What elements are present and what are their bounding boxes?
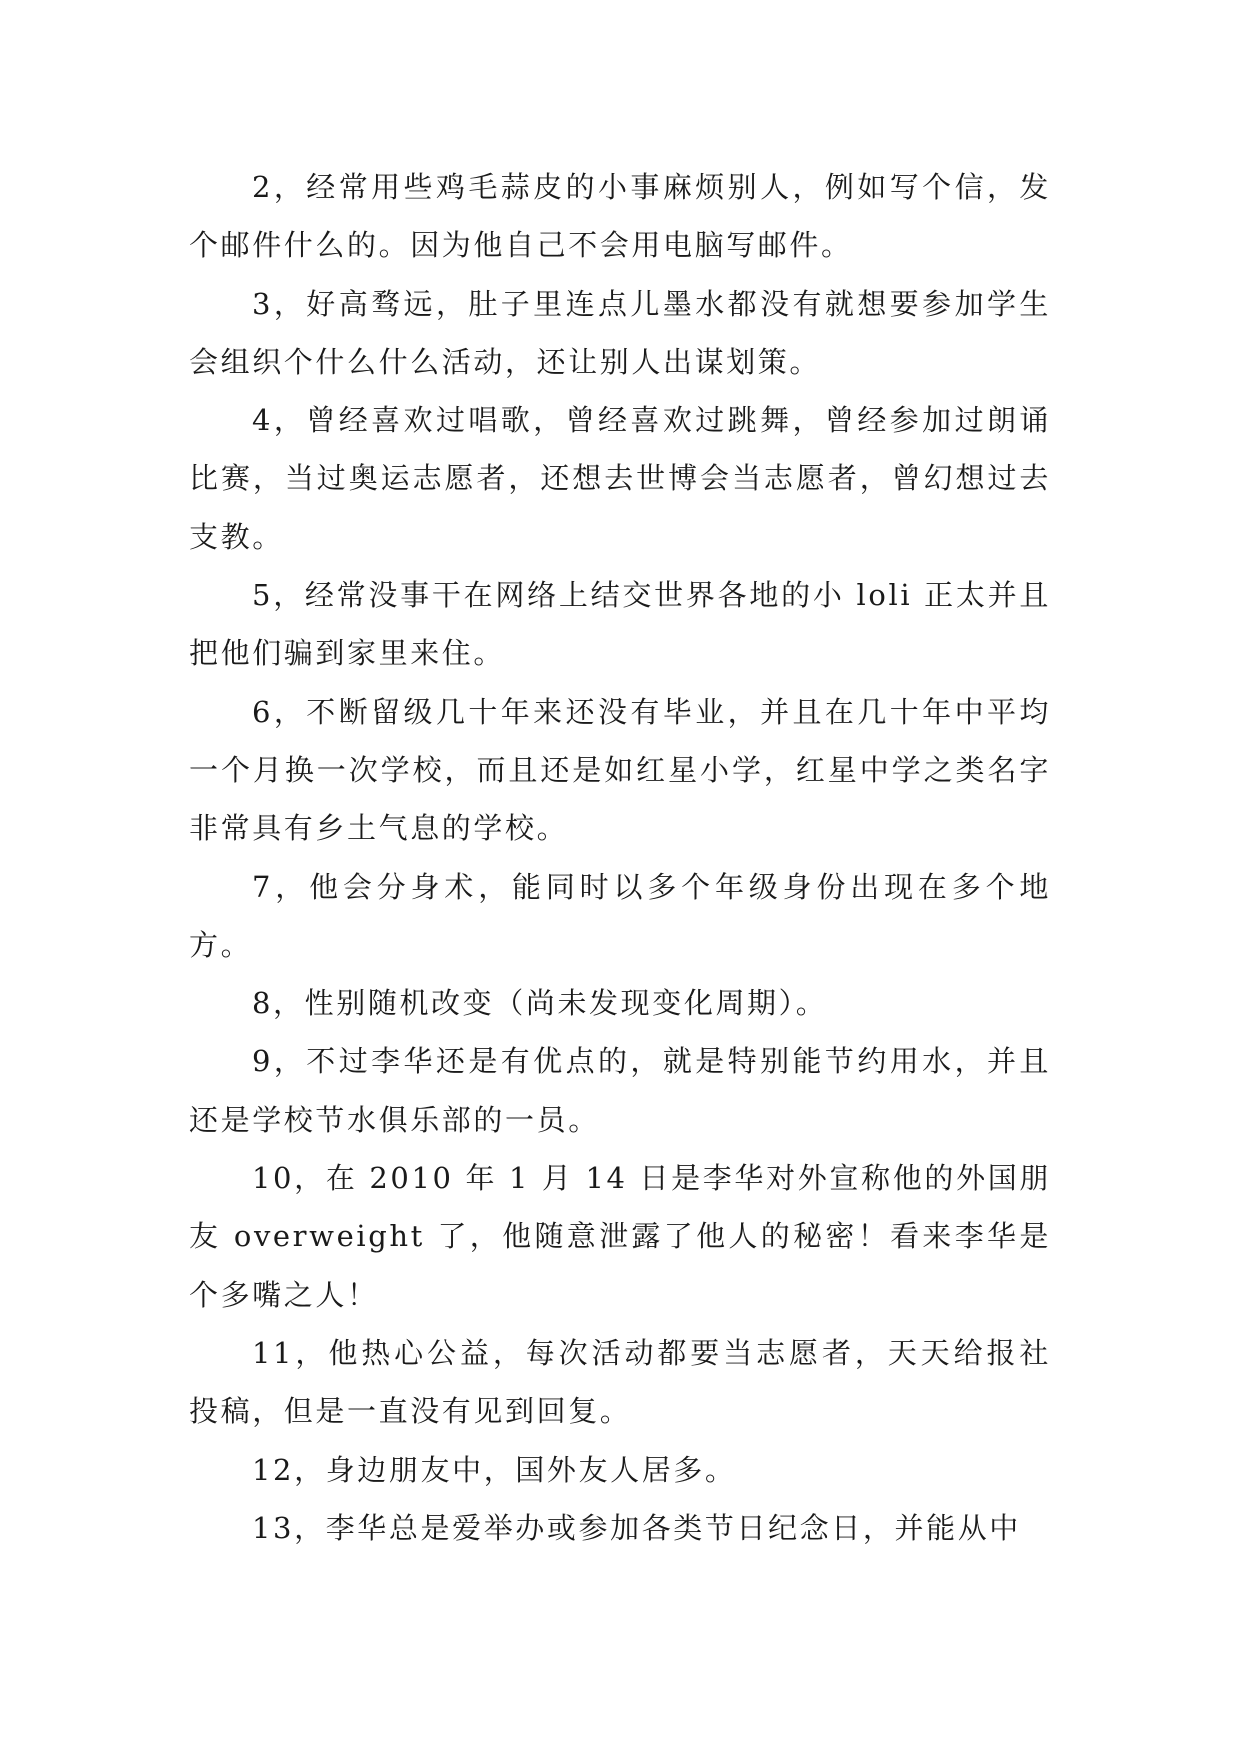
- paragraph-item-11: 11，他热心公益，每次活动都要当志愿者，天天给报社投稿，但是一直没有见到回复。: [189, 1335, 1051, 1429]
- paragraph-item-3: 3，好高骛远，肚子里连点儿墨水都没有就想要参加学生会组织个什么什么活动，还让别人出谋划策。: [189, 286, 1051, 379]
- document-body: [189, 158, 1051, 1557]
- paragraph-item-12: 12，身边朋友中，国外友人居多。: [252, 1452, 737, 1487]
- paragraph-item-2: 2，经常用些鸡毛蒜皮的小事麻烦别人，例如写个信，发个邮件什么的。因为他自己不会用电脑写邮件。: [189, 170, 1051, 263]
- paragraph-item-6: 6，不断留级几十年来还没有毕业，并且在几十年中平均一个月换一次学校，而且还是如红星小学，红星中学之类名字非常具有乡土气息的学校。: [189, 694, 1051, 846]
- paragraph-item-5: 5，经常没事干在网络上结交世界各地的小 loli 正太并且把他们骗到家里来住。: [189, 578, 1051, 671]
- paragraph-item-4: 4，曾经喜欢过唱歌，曾经喜欢过跳舞，曾经参加过朗诵比赛，当过奥运志愿者，还想去世博会当志愿者，曾幻想过去支教。: [189, 403, 1051, 554]
- paragraph-item-10: 10，在 2010 年 1 月 14 日是李华对外宣称他的外国朋友 overweight 了，他随意泄露了他人的秘密！看来李华是个多嘴之人！: [189, 1161, 1051, 1312]
- paragraph-item-8: 8，性别随机改变（尚未发现变化周期）。: [252, 986, 828, 1021]
- paragraph-item-7: 7，他会分身术，能同时以多个年级身份出现在多个地方。: [189, 869, 1051, 962]
- paragraph-item-9: 9，不过李华还是有优点的，就是特别能节约用水，并且还是学校节水俱乐部的一员。: [189, 1044, 1051, 1137]
- paragraph-item-13: 13，李华总是爱举办或参加各类节日纪念日，并能从中: [252, 1510, 1021, 1545]
